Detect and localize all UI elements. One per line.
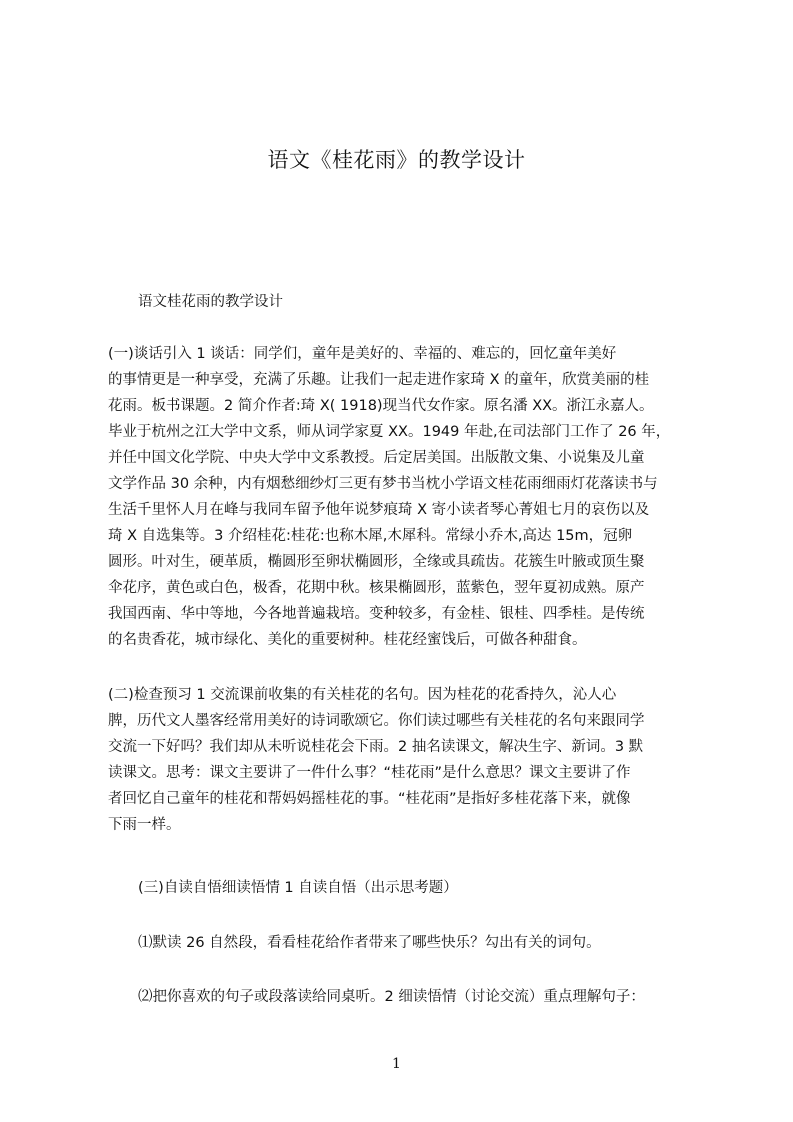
paragraph-preview-check <box>108 682 698 838</box>
question-item-1: ⑴默读 26 自然段，看看桂花给作者带来了哪些快乐？勾出有关的词句。 <box>138 935 601 951</box>
paragraph-line: 伞花序，黄色或白色，极香，花期中秋。核果椭圆形，蓝紫色，翌年夏初成熟。原产 <box>108 580 645 596</box>
paragraph-line: 并任中国文化学院、中央大学中文系教授。后定居美国。出版散文集、小说集及儿童 <box>108 450 645 466</box>
paragraph-line: (一)谈话引入 1 谈话：同学们，童年是美好的、幸福的、难忘的，回忆童年美好 <box>108 346 617 362</box>
paragraph-line: 圆形。叶对生，硬革质，椭圆形至卵状椭圆形，全缘或具疏齿。花簇生叶腋或顶生聚 <box>108 554 645 570</box>
page-number: 1 <box>392 1056 401 1072</box>
paragraph-line: 毕业于杭州之江大学中文系，师从词学家夏 XX。1949 年赴,在司法部门工作了 26 年， <box>108 424 671 440</box>
paragraph-line: 读课文。思考：课文主要讲了一件什么事？“桂花雨”是什么意思？课文主要讲了作 <box>108 765 631 781</box>
paragraph-line: 交流一下好吗？我们却从未听说桂花会下雨。2 抽名读课文，解决生字、新词。3 默 <box>108 739 644 755</box>
paragraph-line: 的名贵香花，城市绿化、美化的重要树种。桂花经蜜饯后，可做各种甜食。 <box>108 632 587 648</box>
paragraph-line: 脾，历代文人墨客经常用美好的诗词歌颂它。你们读过哪些有关桂花的名句来跟同学 <box>108 713 645 729</box>
paragraph-line: 的事情更是一种享受，充满了乐趣。让我们一起走进作家琦 X 的童年，欣赏美丽的桂 <box>108 372 650 388</box>
paragraph-line: 花雨。板书课题。2 简介作者:琦 X( 1918)现当代女作家。原名潘 XX。浙江永嘉人。 <box>108 398 654 414</box>
document-title: 语文《桂花雨》的教学设计 <box>267 148 526 172</box>
paragraph-line: 我国西南、华中等地，今各地普遍栽培。变种较多，有金桂、银桂、四季桂。是传统 <box>108 606 645 622</box>
paragraph-line: 下雨一样。 <box>108 817 181 833</box>
document-subtitle: 语文桂花雨的教学设计 <box>138 294 283 310</box>
paragraph-line: 生活千里怀人月在峰与我同车留予他年说梦痕琦 X 寄小读者琴心菁姐七月的哀伤以及 <box>108 502 650 518</box>
paragraph-line: 文学作品 30 余种，内有烟愁细纱灯三更有梦书当枕小学语文桂花雨细雨灯花落读书与 <box>108 476 658 492</box>
paragraph-line: 琦 X 自选集等。3 介绍桂花:桂花:也称木犀,木犀科。常绿小乔木,高达 15m，冠卵 <box>108 528 633 544</box>
paragraph-line: (二)检查预习 1 交流课前收集的有关桂花的名句。因为桂花的花香持久，沁人心 <box>108 687 617 703</box>
paragraph-line: 者回忆自己童年的桂花和帮妈妈摇桂花的事。“桂花雨”是指好多桂花落下来，就像 <box>108 791 631 807</box>
question-item-2: ⑵把你喜欢的句子或段落读给同桌听。2 细读悟情（讨论交流）重点理解句子： <box>138 989 645 1005</box>
paragraph-introduction <box>108 341 698 653</box>
section3-heading: (三)自读自悟细读悟情 1 自读自悟（出示思考题） <box>138 880 458 896</box>
